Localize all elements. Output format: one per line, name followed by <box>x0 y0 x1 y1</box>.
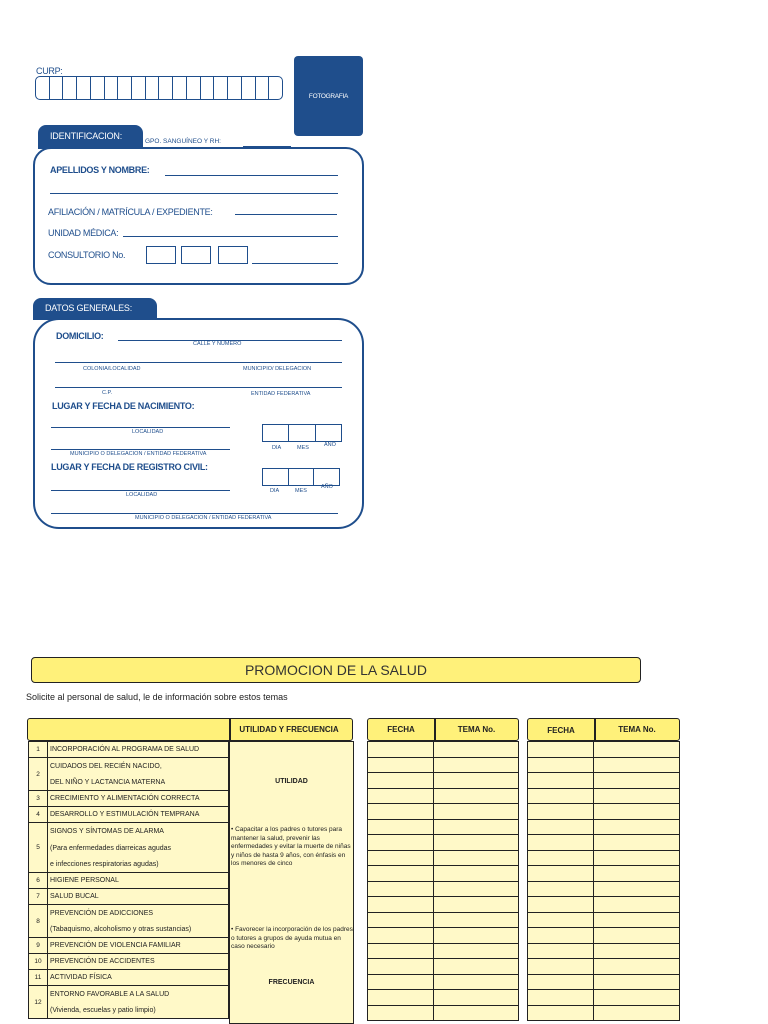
nacimiento-anio-caption: AÑO <box>324 442 336 448</box>
topic-number: 11 <box>29 970 48 986</box>
nacimiento-municipio-caption: MUNICIPIO O DELEGACION / ENTIDAD FEDERATIVA <box>70 451 207 457</box>
nacimiento-municipio-field[interactable] <box>51 449 230 450</box>
calle-caption: CALLE Y NUMERO <box>193 341 242 347</box>
registro-localidad-caption: LOCALIDAD <box>126 492 158 498</box>
utilidad-header <box>27 718 353 741</box>
topic-label: PREVENCIÓN DE VIOLENCIA FAMILIAR <box>48 938 229 954</box>
consultorio-box-1[interactable] <box>146 246 176 264</box>
domicilio-label: DOMICILIO: <box>56 331 104 341</box>
consultorio-label: CONSULTORIO No. <box>48 250 126 260</box>
registro-anio-caption: AÑO <box>321 484 333 490</box>
registro-localidad-field[interactable] <box>51 490 230 491</box>
topic-number: 3 <box>29 791 48 807</box>
afiliacion-field[interactable] <box>235 214 337 215</box>
topic-label: ACTIVIDAD FÍSICA <box>48 970 229 986</box>
promocion-title: PROMOCION DE LA SALUD <box>31 657 641 683</box>
topic-label: PREVENCIÓN DE ACCIDENTES <box>48 954 229 970</box>
utilidad-text-1: • Capacitar a los padres o tutores para mantener la salud, prevenir las enfermedades y evitar la muerte de niñas y niños de hasta 9 años, con énfasis en los menores de cinco <box>231 826 351 867</box>
topic-number: 6 <box>29 873 48 889</box>
promocion-subtitle: Solicite al personal de salud, le de información sobre estos temas <box>26 692 288 702</box>
blood-type-field[interactable] <box>243 146 291 147</box>
topic-label: PREVENCIÓN DE ADICCIONES <box>48 905 229 922</box>
topic-label: (Para enfermedades diarreicas agudas <box>48 840 229 857</box>
identificacion-tab: IDENTIFICACION: <box>38 125 143 149</box>
topic-label: ENTORNO FAVORABLE A LA SALUD <box>48 986 229 1003</box>
topic-label: DEL NIÑO Y LACTANCIA MATERNA <box>48 775 229 791</box>
curp-field[interactable] <box>35 76 283 100</box>
nacimiento-localidad-caption: LOCALIDAD <box>132 429 164 435</box>
apellidos-field[interactable] <box>165 175 338 176</box>
topic-label: DESARROLLO Y ESTIMULACIÓN TEMPRANA <box>48 807 229 823</box>
blood-type-label: GPO. SANGUÍNEO Y RH: <box>145 138 221 145</box>
photo-box <box>294 56 363 136</box>
colonia-caption: COLONIA/LOCALIDAD <box>83 366 141 372</box>
entidad-caption: ENTIDAD FEDERATIVA <box>251 391 311 397</box>
registro-mes-caption: MES <box>295 488 307 494</box>
nacimiento-date-boxes[interactable] <box>262 424 342 442</box>
nacimiento-label: LUGAR Y FECHA DE NACIMIENTO: <box>52 401 195 411</box>
consultorio-box-2[interactable] <box>181 246 211 264</box>
topic-label: CUIDADOS DEL RECIÉN NACIDO, <box>48 758 229 775</box>
topic-label: e infecciones respiratorias agudas) <box>48 857 229 873</box>
topic-number: 5 <box>29 823 48 873</box>
registro-municipio-caption: MUNICIPIO O DELEGACION / ENTIDAD FEDERATIVA <box>135 515 272 521</box>
topic-number: 2 <box>29 758 48 791</box>
apellidos-label: APELLIDOS Y NOMBRE: <box>50 165 150 175</box>
topic-number: 7 <box>29 889 48 905</box>
tema-header-2: TEMA No. <box>618 725 656 734</box>
utilidad-column <box>229 741 354 1024</box>
topic-label: SALUD BUCAL <box>48 889 229 905</box>
nacimiento-mes-caption: MES <box>297 445 309 451</box>
topics-table <box>28 741 229 1019</box>
topic-number: 9 <box>29 938 48 954</box>
cp-field[interactable] <box>55 387 342 388</box>
topic-number: 8 <box>29 905 48 938</box>
colonia-field[interactable] <box>55 362 342 363</box>
registro-label: LUGAR Y FECHA DE REGISTRO CIVIL: <box>51 462 208 472</box>
registro-municipio-field[interactable] <box>51 513 338 514</box>
topic-label: CRECIMIENTO Y ALIMENTACIÓN CORRECTA <box>48 791 229 807</box>
topic-label: SIGNOS Y SÍNTOMAS DE ALARMA <box>48 823 229 840</box>
topic-number: 12 <box>29 986 48 1019</box>
nacimiento-dia-caption: DIA <box>272 445 282 451</box>
photo-label: FOTOGRAFIA <box>308 92 349 100</box>
topic-label: (Vivienda, escuelas y patio limpio) <box>48 1003 229 1019</box>
cp-caption: C.P. <box>102 390 112 396</box>
consultorio-field[interactable] <box>252 263 338 264</box>
topic-number: 4 <box>29 807 48 823</box>
fecha-tema-header-1 <box>367 718 519 741</box>
afiliacion-label: AFILIACIÓN / MATRÍCULA / EXPEDIENTE: <box>48 207 213 217</box>
consultorio-box-3[interactable] <box>218 246 248 264</box>
apellidos-field-2[interactable] <box>50 193 338 194</box>
utilidad-title: UTILIDAD <box>275 778 308 785</box>
nacimiento-localidad-field[interactable] <box>51 427 230 428</box>
fecha-tema-header-2 <box>527 718 680 741</box>
registro-dia-caption: DIA <box>270 488 280 494</box>
topic-number: 10 <box>29 954 48 970</box>
fecha-header-1: FECHA <box>387 725 415 734</box>
frecuencia-title: FRECUENCIA <box>268 979 315 986</box>
fecha-tema-grid-1[interactable] <box>367 741 519 1021</box>
topic-number: 1 <box>29 742 48 758</box>
unidad-field[interactable] <box>123 236 338 237</box>
curp-label: CURP: <box>36 66 63 76</box>
datos-generales-tab: DATOS GENERALES: <box>33 298 157 320</box>
fecha-header-2: FECHA <box>547 726 575 735</box>
tema-header-1: TEMA No. <box>457 725 496 734</box>
topic-label: INCORPORACIÓN AL PROGRAMA DE SALUD <box>48 742 229 758</box>
utilidad-text-2: • Favorecer la incorporación de los padres o tutores a grupos de ayuda mutua en caso necesario <box>231 926 353 950</box>
unidad-label: UNIDAD MÉDICA: <box>48 228 119 238</box>
fecha-tema-grid-2[interactable] <box>527 741 680 1021</box>
utilidad-header-label: UTILIDAD Y FRECUENCIA <box>239 725 339 734</box>
municipio-caption: MUNICIPIO/ DELEGACION <box>243 366 312 372</box>
topic-label: (Tabaquismo, alcoholismo y otras sustancias) <box>48 922 229 938</box>
topic-label: HIGIENE PERSONAL <box>48 873 229 889</box>
